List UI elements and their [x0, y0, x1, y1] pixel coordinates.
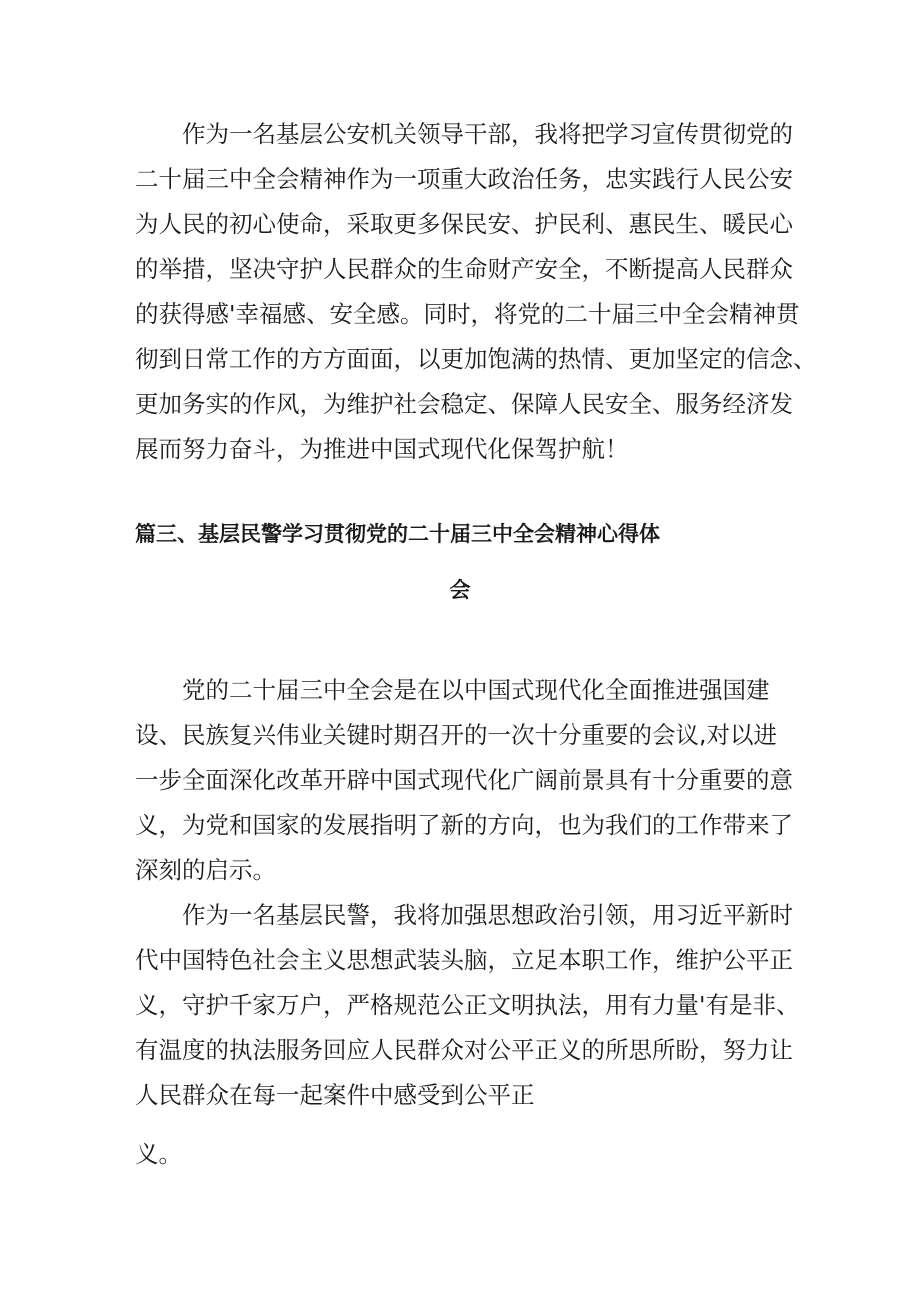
paragraph-line: 作为一名基层民警，我将加强思想政治引领，用习近平新时	[182, 901, 793, 929]
section-heading: 篇三、基层民警学习贯彻党的二十届三中全会精神心得体	[135, 522, 660, 546]
paragraph-line: 二十届三中全会精神作为一项重大政治任务，忠实践行人民公安	[135, 165, 793, 193]
section-heading-continuation: 会	[449, 578, 471, 602]
paragraph-line: 人民群众在每一起案件中感受到公平正	[135, 1081, 535, 1109]
paragraph-line: 的举措，坚决守护人民群众的生命财产安全，不断提高人民群众	[135, 255, 793, 283]
paragraph-line: 为人民的初心使命，采取更多保民安、护民利、惠民生、暖民心	[135, 210, 793, 238]
paragraph-line: 展而努力奋斗，为推进中国式现代化保驾护航！	[135, 435, 629, 463]
paragraph-line: 党的二十届三中全会是在以中国式现代化全面推进强国建	[182, 676, 770, 704]
paragraph-line: 代中国特色社会主义思想武装头脑，立足本职工作，维护公平正	[135, 946, 793, 974]
paragraph-line: 的获得感'幸福感、安全感。同时，将党的二十届三中全会精神贯	[135, 300, 800, 328]
paragraph-line: 义，为党和国家的发展指明了新的方向，也为我们的工作带来了	[135, 811, 793, 839]
paragraph-line: 义。	[135, 1140, 182, 1168]
paragraph-line: 有温度的执法服务回应人民群众对公平正义的所思所盼，努力让	[135, 1036, 793, 1064]
paragraph-line: 深刻的启示。	[135, 856, 276, 884]
paragraph-line: 一步全面深化改革开辟中国式现代化广阔前景具有十分重要的意	[135, 766, 793, 794]
paragraph-line: 更加务实的作风，为维护社会稳定、保障人民安全、服务经济发	[135, 390, 793, 418]
paragraph-line: 作为一名基层公安机关领导干部，我将把学习宣传贯彻党的	[182, 120, 793, 148]
paragraph-line: 设、民族复兴伟业关键时期召开的一次十分重要的会议,对以进	[135, 721, 777, 749]
paragraph-line: 彻到日常工作的方方面面，以更加饱满的热情、更加坚定的信念、	[135, 345, 817, 373]
paragraph-line: 义，守护千家万户，严格规范公正文明执法，用有力量'有是非、	[135, 991, 800, 1019]
